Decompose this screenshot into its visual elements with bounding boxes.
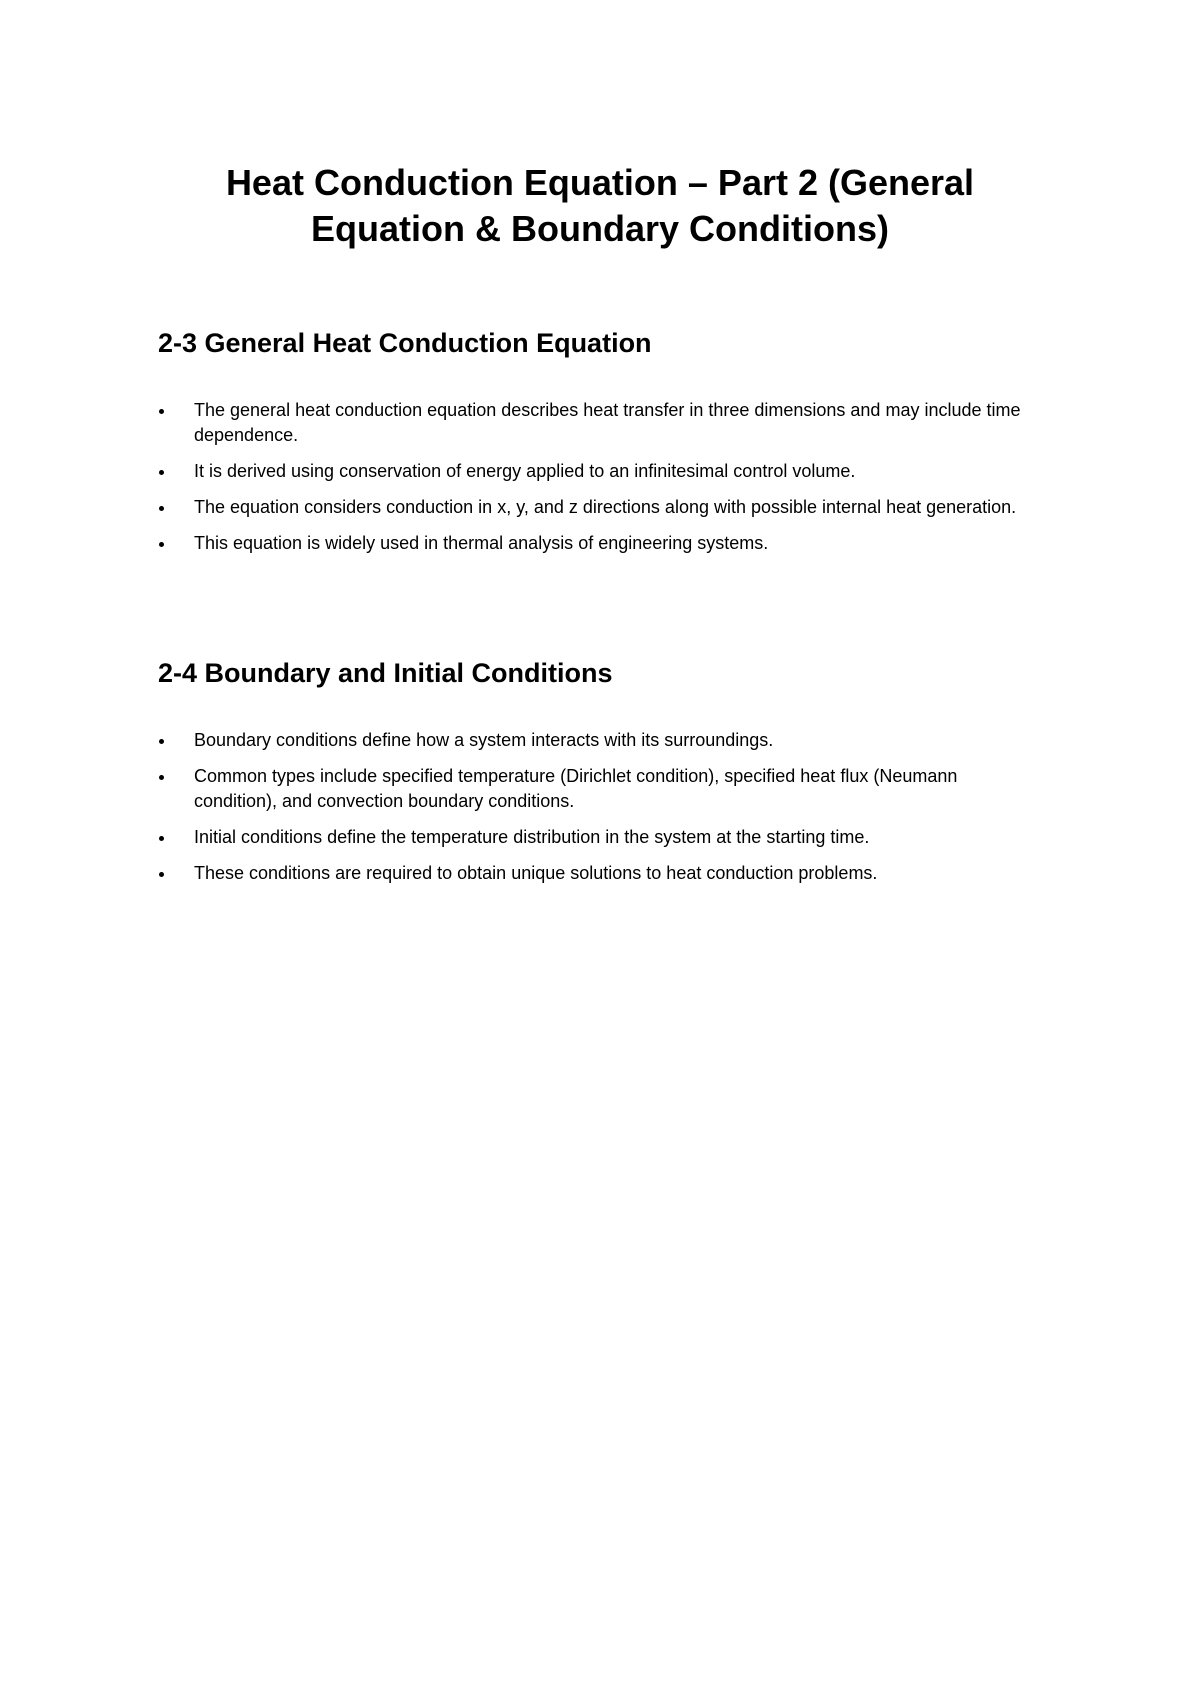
list-item-text: Common types include specified temperature (Dirichlet condition), specified heat flux (Neumann condition), and convection boundary conditions.: [194, 766, 958, 811]
section-general-heat-conduction-equation: [158, 326, 1038, 567]
bullet-icon: [159, 872, 164, 877]
list-item: [158, 531, 1038, 556]
list-item-text: The equation considers conduction in x, y, and z directions along with possible internal heat generation.: [194, 497, 1017, 517]
list-item: [158, 764, 1038, 814]
list-item: [158, 825, 1038, 850]
list-item-text: These conditions are required to obtain unique solutions to heat conduction problems.: [194, 863, 878, 883]
list-item: [158, 728, 1038, 753]
list-item-text: This equation is widely used in thermal analysis of engineering systems.: [194, 533, 769, 553]
bullet-icon: [159, 775, 164, 780]
bullet-icon: [159, 470, 164, 475]
bullet-icon: [159, 409, 164, 414]
list-item: [158, 495, 1038, 520]
list-item: [158, 398, 1038, 448]
bullet-icon: [159, 836, 164, 841]
section-heading: 2-3 General Heat Conduction Equation: [158, 328, 652, 358]
list-item-text: The general heat conduction equation describes heat transfer in three dimensions and may include time dependence.: [194, 400, 1021, 445]
list-item-text: It is derived using conservation of energy applied to an infinitesimal control volume.: [194, 461, 856, 481]
section-heading: 2-4 Boundary and Initial Conditions: [158, 658, 613, 688]
bullet-icon: [159, 542, 164, 547]
bullet-list: [158, 398, 1038, 556]
list-item-text: Boundary conditions define how a system interacts with its surroundings.: [194, 730, 774, 750]
bullet-list: [158, 728, 1038, 886]
bullet-icon: [159, 739, 164, 744]
list-item: [158, 459, 1038, 484]
section-boundary-and-initial-conditions: [158, 656, 1038, 897]
document-title: Heat Conduction Equation – Part 2 (General Equation & Boundary Conditions): [225, 162, 975, 249]
list-item: [158, 861, 1038, 886]
list-item-text: Initial conditions define the temperature distribution in the system at the starting time.: [194, 827, 870, 847]
bullet-icon: [159, 506, 164, 511]
